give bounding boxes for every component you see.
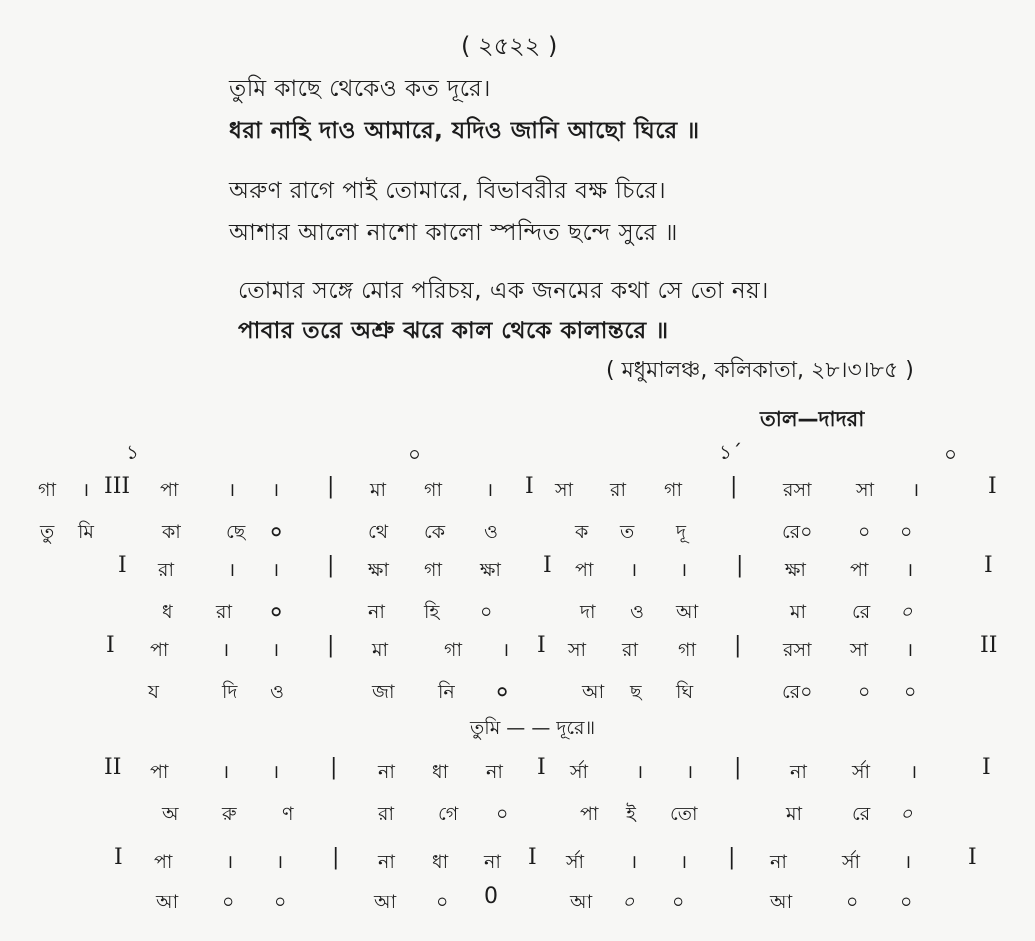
syllable: অ bbox=[162, 803, 179, 825]
syllable: ই bbox=[626, 803, 636, 825]
note: । bbox=[222, 761, 230, 783]
syllable: মি bbox=[78, 521, 94, 543]
bar-line: I bbox=[968, 845, 977, 870]
note: পা bbox=[850, 559, 869, 581]
syllable: ছ bbox=[630, 681, 642, 703]
note: । bbox=[904, 851, 912, 873]
note: । bbox=[228, 479, 236, 501]
syllable: ০ bbox=[274, 891, 287, 913]
syllable: মা bbox=[786, 803, 803, 825]
bar-line: I bbox=[537, 633, 546, 658]
syllable: ০ bbox=[846, 891, 859, 913]
bar-line: I bbox=[988, 474, 997, 499]
bar-line: | bbox=[332, 845, 340, 870]
bar-line: | bbox=[327, 553, 335, 578]
bar-line: | bbox=[736, 553, 744, 578]
note: । bbox=[272, 559, 280, 581]
syllable: রে bbox=[852, 803, 871, 825]
bar-line: II bbox=[980, 633, 998, 658]
lyric-line-2: ধরা নাহি দাও আমারে, যদিও জানি আছো ঘিরে ॥ bbox=[229, 118, 700, 144]
note: না bbox=[770, 851, 787, 873]
note: । bbox=[502, 639, 510, 661]
note: ধা bbox=[432, 851, 449, 873]
lyric-line-6: পাবার তরে অশ্রু ঝরে কাল থেকে কালান্তরে ॥ bbox=[238, 318, 669, 344]
bar-line: I bbox=[114, 845, 123, 870]
note: রসা bbox=[783, 479, 812, 501]
bar-line: I bbox=[537, 755, 546, 780]
note: মা bbox=[370, 479, 387, 501]
song-number: ( ২৫২২ ) bbox=[461, 32, 558, 60]
note: না bbox=[378, 851, 395, 873]
syllable: গে bbox=[438, 803, 459, 825]
syllable: ০ bbox=[900, 891, 913, 913]
syllable: ০ bbox=[436, 891, 449, 913]
note: ধা bbox=[432, 761, 449, 783]
note: । bbox=[680, 851, 688, 873]
syllable: রু bbox=[222, 803, 237, 825]
note: রা bbox=[622, 639, 638, 661]
beat-marker: ১ bbox=[126, 440, 139, 464]
syllable: মা bbox=[790, 601, 807, 623]
syllable: ০ bbox=[900, 803, 913, 825]
lyric-line-3: অরুণ রাগে পাই তোমারে, বিভাবরীর বক্ষ চিরে। bbox=[229, 178, 667, 204]
bar-line: I bbox=[984, 553, 993, 578]
syllable: কা bbox=[162, 521, 181, 543]
syllable: ০ bbox=[270, 521, 283, 543]
lyric-line-5: তোমার সঙ্গে মোর পরিচয়, এক জনমের কথা সে তো নয়। bbox=[238, 278, 769, 304]
note: । bbox=[226, 851, 234, 873]
syllable: দি bbox=[222, 681, 238, 703]
note: গা bbox=[38, 479, 56, 501]
syllable: জা bbox=[372, 681, 395, 703]
note: । bbox=[276, 851, 284, 873]
note: । bbox=[630, 559, 638, 581]
note: । bbox=[906, 559, 914, 581]
syllable: রা bbox=[216, 601, 232, 623]
syllable: ও bbox=[484, 521, 498, 543]
note: । bbox=[82, 479, 90, 501]
bar-line: I bbox=[525, 474, 534, 499]
note: না bbox=[486, 761, 503, 783]
bar-line: | bbox=[730, 474, 738, 499]
note: । bbox=[486, 479, 494, 501]
bar-line: | bbox=[734, 755, 742, 780]
note: সা bbox=[850, 639, 869, 661]
syllable: আ bbox=[570, 891, 593, 913]
syllable: ০ bbox=[270, 601, 283, 623]
syllable: নি bbox=[438, 681, 455, 703]
syllable: ণ bbox=[282, 803, 294, 825]
syllable: না bbox=[368, 601, 385, 623]
syllable: ০ bbox=[480, 601, 493, 623]
note: । bbox=[910, 761, 918, 783]
syllable: রে০ bbox=[782, 521, 813, 543]
note: । bbox=[272, 479, 280, 501]
bar-line: II bbox=[104, 755, 122, 780]
note: সা bbox=[568, 639, 587, 661]
note: র্সা bbox=[566, 851, 585, 873]
bar-line: I bbox=[982, 755, 991, 780]
syllable: তু bbox=[40, 521, 55, 543]
syllable: আ bbox=[676, 601, 699, 623]
note: র্সা bbox=[570, 761, 589, 783]
note: না bbox=[378, 761, 395, 783]
syllable: দা bbox=[580, 601, 596, 623]
note: রা bbox=[610, 479, 626, 501]
syllable: তো bbox=[670, 803, 698, 825]
syllable: য bbox=[148, 681, 159, 703]
note: পা bbox=[160, 479, 179, 501]
bar-line: | bbox=[728, 845, 736, 870]
bar-line: I bbox=[106, 633, 115, 658]
syllable: ত bbox=[620, 521, 635, 543]
note: । bbox=[222, 639, 230, 661]
syllable: ০ bbox=[672, 891, 685, 913]
syllable: ও bbox=[270, 681, 284, 703]
note: মা bbox=[372, 639, 389, 661]
syllable: ০ bbox=[496, 681, 509, 703]
syllable: ক bbox=[575, 521, 589, 543]
bar-line: | bbox=[327, 474, 335, 499]
beat-marker: ০ bbox=[944, 442, 958, 466]
syllable: দূ bbox=[676, 521, 686, 543]
note: ক্ষা bbox=[785, 559, 806, 581]
note: রা bbox=[158, 559, 174, 581]
note: না bbox=[790, 761, 807, 783]
bar-line: III bbox=[104, 474, 131, 499]
note: । bbox=[272, 761, 280, 783]
note: । bbox=[680, 559, 688, 581]
note: । bbox=[272, 639, 280, 661]
syllable: রা bbox=[378, 803, 394, 825]
syllable: ০ bbox=[904, 681, 917, 703]
syllable: ০ bbox=[900, 521, 913, 543]
note: । bbox=[912, 479, 920, 501]
note: । bbox=[228, 559, 236, 581]
note: ক্ষা bbox=[368, 559, 389, 581]
syllable: ও bbox=[630, 601, 644, 623]
note: পা bbox=[150, 639, 169, 661]
beat-marker: ০ bbox=[408, 442, 422, 466]
syllable: ০ bbox=[858, 681, 871, 703]
note: রসা bbox=[783, 639, 812, 661]
note: গা bbox=[424, 479, 442, 501]
syllable: থে bbox=[368, 521, 389, 543]
note: । bbox=[636, 761, 644, 783]
note: । bbox=[906, 639, 914, 661]
beat-marker: ১´ bbox=[719, 440, 742, 464]
tala-label: তাল—দাদরা bbox=[760, 407, 865, 431]
note: সা bbox=[555, 479, 574, 501]
bar-line: I bbox=[118, 553, 127, 578]
lyric-line-1: তুমি কাছে থেকেও কত দূরে। bbox=[229, 76, 491, 102]
note: র্সা bbox=[842, 851, 861, 873]
bar-line: | bbox=[734, 633, 742, 658]
bar-line: | bbox=[327, 633, 335, 658]
syllable: ০ bbox=[496, 803, 509, 825]
note: গা bbox=[664, 479, 682, 501]
note: গা bbox=[424, 559, 442, 581]
note: গা bbox=[678, 639, 696, 661]
source-citation: ( মধুমালঞ্চ, কলিকাতা, ২৮।৩।৮৫ ) bbox=[606, 358, 914, 383]
syllable: আ bbox=[582, 681, 605, 703]
syllable: আ bbox=[374, 891, 397, 913]
syllable: ছে bbox=[226, 521, 246, 543]
note: সা bbox=[856, 479, 875, 501]
syllable: পা bbox=[580, 803, 599, 825]
syllable: রে০ bbox=[782, 681, 813, 703]
note: পা bbox=[150, 761, 169, 783]
syllable: 0 bbox=[484, 884, 498, 909]
syllable: ঘি bbox=[676, 681, 694, 703]
syllable: রে bbox=[852, 601, 871, 623]
syllable: ধ bbox=[162, 601, 173, 623]
note: র্সা bbox=[852, 761, 871, 783]
syllable: ০ bbox=[858, 521, 871, 543]
syllable: আ bbox=[770, 891, 793, 913]
bar-line: | bbox=[330, 755, 338, 780]
syllable: ০ bbox=[900, 601, 913, 623]
note: পা bbox=[575, 559, 594, 581]
syllable: হি bbox=[424, 601, 440, 623]
refrain-text: তুমি — — দূরে॥ bbox=[470, 717, 596, 739]
note: পা bbox=[154, 851, 173, 873]
note: । bbox=[686, 761, 694, 783]
note: গা bbox=[444, 639, 462, 661]
note: । bbox=[630, 851, 638, 873]
bar-line: I bbox=[528, 845, 537, 870]
syllable: কে bbox=[424, 521, 446, 543]
lyric-line-4: আশার আলো নাশো কালো স্পন্দিত ছন্দে সুরে ॥ bbox=[229, 220, 678, 246]
note: না bbox=[484, 851, 501, 873]
syllable: ০ bbox=[622, 891, 635, 913]
note: ক্ষা bbox=[480, 559, 501, 581]
syllable: আ bbox=[156, 891, 179, 913]
bar-line: I bbox=[543, 553, 552, 578]
syllable: ০ bbox=[222, 891, 235, 913]
